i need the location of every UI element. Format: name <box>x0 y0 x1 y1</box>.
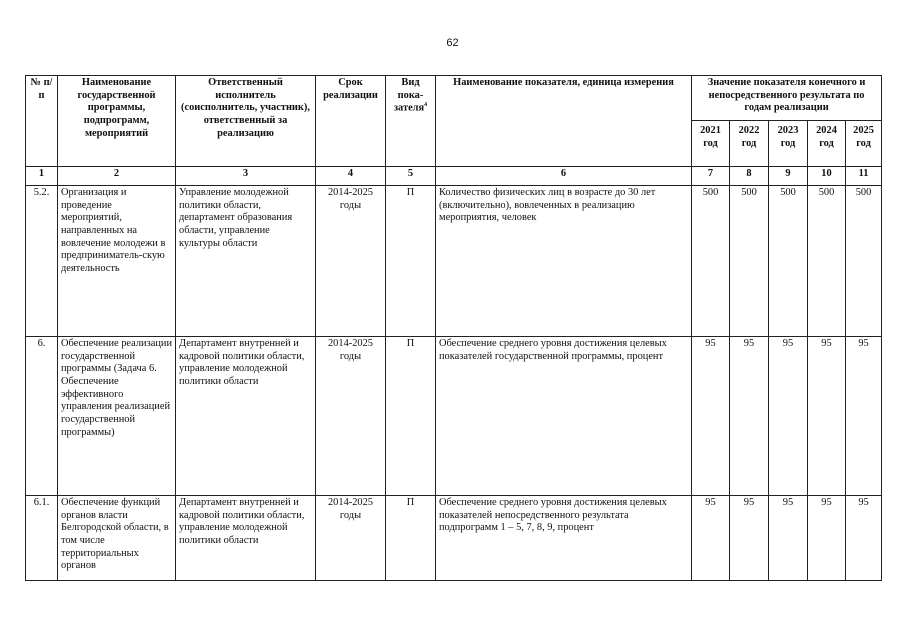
row-value: 95 <box>769 337 808 496</box>
row-type: П <box>386 186 436 337</box>
row-value: 500 <box>692 186 730 337</box>
row-type: П <box>386 496 436 581</box>
column-number: 2 <box>58 167 176 186</box>
row-term: 2014-2025 годы <box>316 186 386 337</box>
column-number: 7 <box>692 167 730 186</box>
header-type <box>386 76 436 167</box>
page-number: 62 <box>446 37 459 49</box>
header-values-group: Значение показателя конечного и непосредственного результата по годам реализации <box>692 76 882 121</box>
column-number: 1 <box>26 167 58 186</box>
row-executor: Департамент внутренней и кадровой политики области, управление молодежной политики области <box>176 337 316 496</box>
row-value: 95 <box>846 496 882 581</box>
row-num: 5.2. <box>26 186 58 337</box>
column-number: 4 <box>316 167 386 186</box>
header-year: 2022 год <box>730 121 769 167</box>
row-program: Обеспечение функций органов власти Белгородской области, в том числе территориальных органов <box>58 496 176 581</box>
table-row <box>26 186 882 337</box>
row-program: Обеспечение реализации государственной программы (Задача 6. Обеспечение эффективного управления реализацией государственной программы) <box>58 337 176 496</box>
row-term: 2014-2025 годы <box>316 337 386 496</box>
row-indicator: Обеспечение среднего уровня достижения целевых показателей непосредственного результата подпрограмм 1 – 5, 7, 8, 9, процент <box>436 496 692 581</box>
table-row <box>26 337 882 496</box>
row-value: 95 <box>730 496 769 581</box>
row-value: 95 <box>692 337 730 496</box>
row-value: 500 <box>730 186 769 337</box>
header-year: 2023 год <box>769 121 808 167</box>
column-number: 11 <box>846 167 882 186</box>
program-indicators-table <box>25 75 882 581</box>
row-indicator: Обеспечение среднего уровня достижения целевых показателей государственной программы, процент <box>436 337 692 496</box>
row-type: П <box>386 337 436 496</box>
row-value: 95 <box>808 337 846 496</box>
header-executor: Ответственный исполнитель (соисполнитель, участник), ответственный за реализацию <box>176 76 316 167</box>
header-type-line1: Вид пока- <box>397 77 424 101</box>
header-program: Наименование государственной программы, подпрограмм, мероприятий <box>58 76 176 167</box>
header-year: 2024 год <box>808 121 846 167</box>
row-value: 500 <box>846 186 882 337</box>
header-indicator: Наименование показателя, единица измерения <box>436 76 692 167</box>
column-number: 6 <box>436 167 692 186</box>
row-program: Организация и проведение мероприятий, направленных на вовлечение молодежи в предприниматель-скую деятельность <box>58 186 176 337</box>
row-executor: Управление молодежной политики области, департамент образования области, управление культуры области <box>176 186 316 337</box>
column-numbers-row <box>26 167 882 186</box>
header-year: 2025 год <box>846 121 882 167</box>
column-number: 5 <box>386 167 436 186</box>
row-term: 2014-2025 годы <box>316 496 386 581</box>
header-term: Срок реализации <box>316 76 386 167</box>
header-year: 2021 год <box>692 121 730 167</box>
header-type-line2: зателя <box>393 102 425 114</box>
row-num: 6. <box>26 337 58 496</box>
header-num: № п/п <box>26 76 58 167</box>
row-value: 95 <box>692 496 730 581</box>
header-row <box>26 76 882 121</box>
footnote-marker: 4 <box>424 102 428 109</box>
table-row <box>26 496 882 581</box>
row-executor: Департамент внутренней и кадровой политики области, управление молодежной политики области <box>176 496 316 581</box>
row-value: 95 <box>846 337 882 496</box>
row-value: 95 <box>730 337 769 496</box>
column-number: 10 <box>808 167 846 186</box>
row-value: 500 <box>808 186 846 337</box>
row-value: 95 <box>808 496 846 581</box>
row-value: 95 <box>769 496 808 581</box>
row-num: 6.1. <box>26 496 58 581</box>
column-number: 8 <box>730 167 769 186</box>
column-number: 9 <box>769 167 808 186</box>
column-number: 3 <box>176 167 316 186</box>
row-value: 500 <box>769 186 808 337</box>
row-indicator: Количество физических лиц в возрасте до 30 лет (включительно), вовлеченных в реализацию мероприятия, человек <box>436 186 692 337</box>
